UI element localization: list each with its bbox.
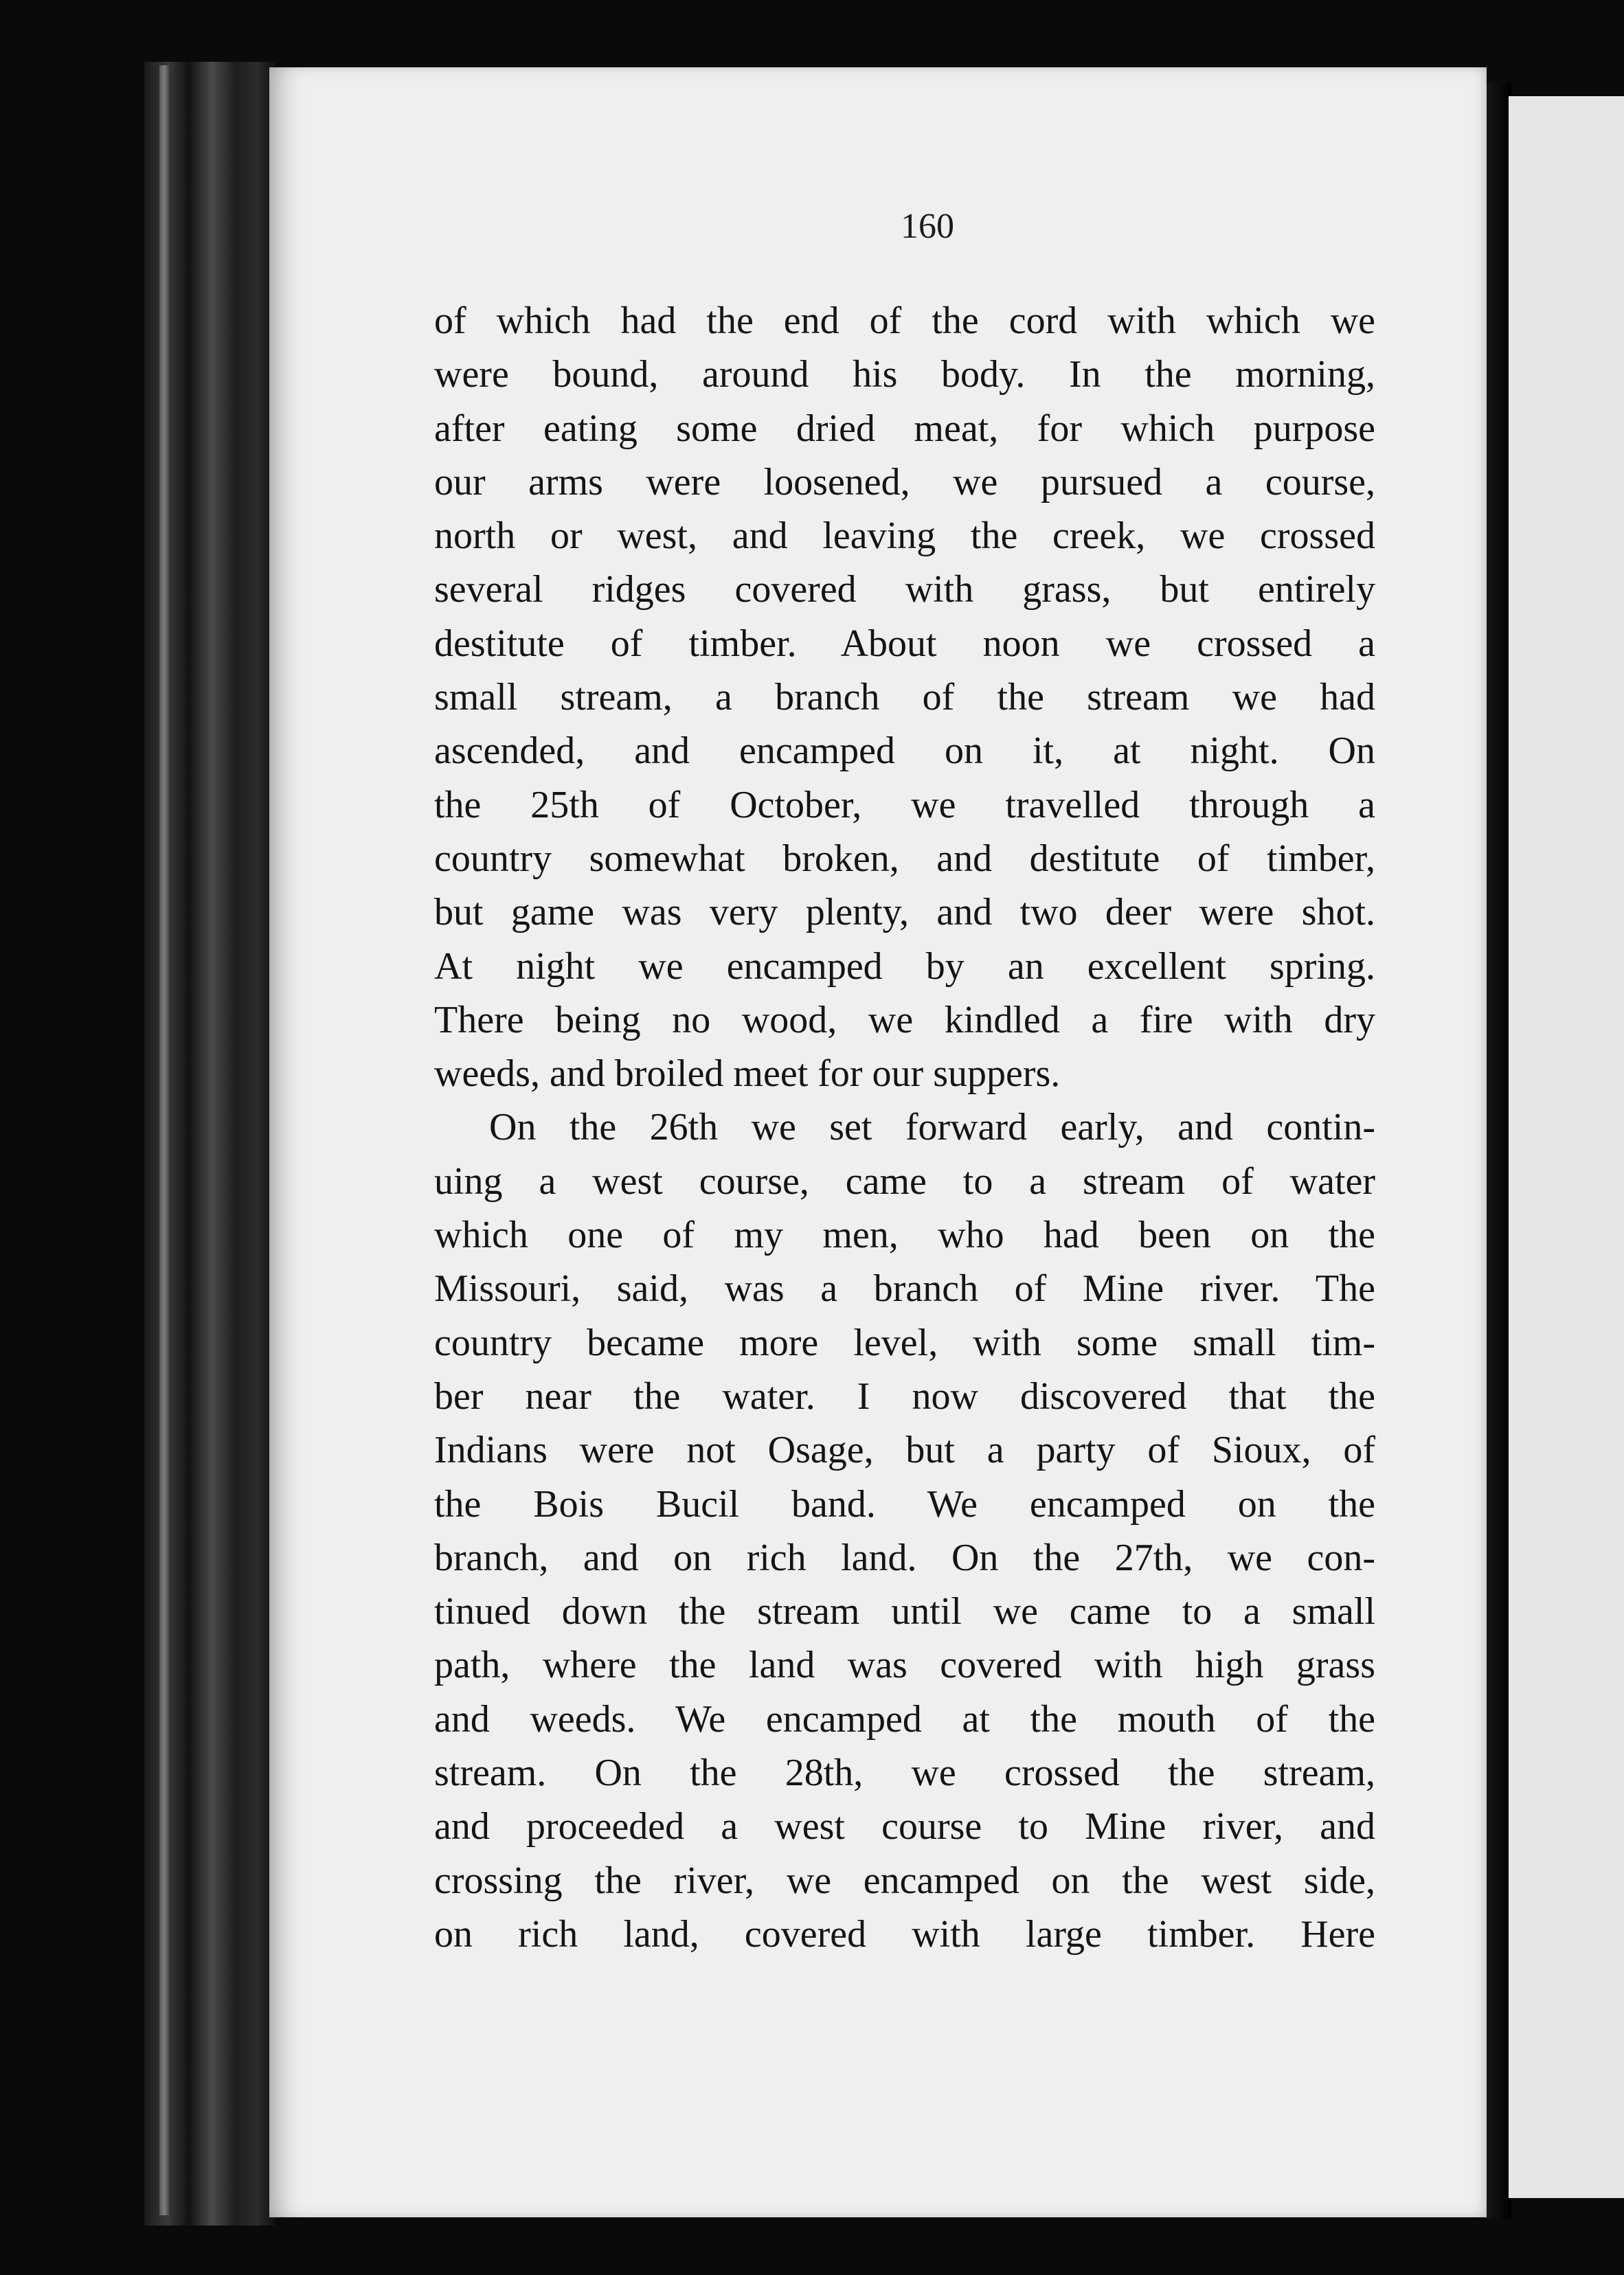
text-line: There being no wood, we kindled a fire with dry: [434, 998, 1375, 1041]
text-line: small stream, a branch of the stream we had: [434, 676, 1375, 719]
text-line: At night we encamped by an excellent spring.: [434, 944, 1375, 988]
text-line: path, where the land was covered with high grass: [434, 1644, 1375, 1687]
text-line: and proceeded a west course to Mine river, and: [434, 1805, 1375, 1848]
text-line: tinued down the stream until we came to a small: [434, 1590, 1375, 1633]
text-line: crossing the river, we encamped on the west side,: [434, 1859, 1375, 1902]
text-line: after eating some dried meat, for which purpose: [434, 407, 1375, 450]
gutter-shadow: [1484, 82, 1511, 2219]
text-line: destitute of timber. About noon we crossed a: [434, 622, 1375, 665]
text-line: weeds, and broiled meet for our suppers.: [434, 1052, 1061, 1096]
text-line: country somewhat broken, and destitute of timber,: [434, 837, 1375, 880]
text-line: the Bois Bucil band. We encamped on the: [434, 1482, 1375, 1526]
text-line: but game was very plenty, and two deer were shot.: [434, 891, 1375, 934]
page-number: 160: [901, 207, 954, 246]
text-line: on rich land, covered with large timber. Here: [434, 1912, 1375, 1956]
text-line: branch, and on rich land. On the 27th, we con-: [434, 1536, 1375, 1579]
text-line: the 25th of October, we travelled through a: [434, 783, 1375, 826]
page-edges: [159, 65, 169, 2215]
text-line: were bound, around his body. In the morning,: [434, 353, 1375, 396]
text-line: Missouri, said, was a branch of Mine river. The: [434, 1267, 1375, 1311]
text-line: country became more level, with some small tim-: [434, 1321, 1375, 1364]
text-line: stream. On the 28th, we crossed the stream,: [434, 1752, 1375, 1795]
text-line: our arms were loosened, we pursued a course,: [434, 460, 1375, 503]
text-line: and weeds. We encamped at the mouth of the: [434, 1697, 1375, 1741]
facing-page-sliver: [1509, 96, 1624, 2198]
text-line: Indians were not Osage, but a party of Sioux, of: [434, 1429, 1375, 1472]
text-line: several ridges covered with grass, but entirely: [434, 568, 1375, 611]
text-line: uing a west course, came to a stream of water: [434, 1159, 1375, 1203]
body-text: [434, 294, 1375, 1961]
text-line: which one of my men, who had been on the: [434, 1214, 1375, 1257]
text-line: ascended, and encamped on it, at night. On: [434, 729, 1375, 773]
text-line: north or west, and leaving the creek, we crossed: [434, 514, 1375, 558]
text-line: of which had the end of the cord with which we: [434, 299, 1375, 342]
text-line: On the 26th we set forward early, and contin-: [489, 1106, 1375, 1149]
text-line: ber near the water. I now discovered that the: [434, 1374, 1375, 1418]
